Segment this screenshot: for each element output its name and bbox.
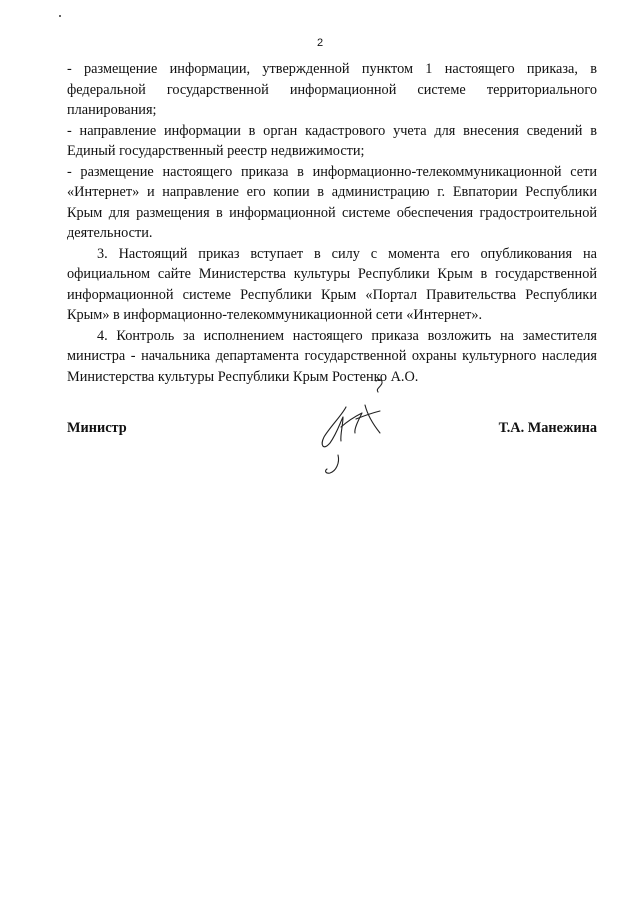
paragraph-item-4: 4. Контроль за исполнением настоящего приказа возложить на заместителя министра - начальника департамента государственной охраны культурного наследия Министерства культуры Республики Крым Ростенко А.О. [67, 327, 597, 385]
paragraph-item-3: 3. Настоящий приказ вступает в силу с момента его опубликования на официальном сайте Министерства культуры Республики Крым в государственной информационной системе Республики Крым «Портал Правительства Республики Крым» в информационно-телекоммуникационной сети «Интернет». [67, 245, 597, 323]
paragraph-bullet-1: - размещение информации, утвержденной пунктом 1 настоящего приказа, в федеральной государственной информационной системе территориального планирования; [67, 61, 597, 118]
paragraph-bullet-2: - направление информации в орган кадастрового учета для внесения сведений в Единый государственный реестр недвижимости; [67, 122, 597, 159]
document-body [67, 59, 597, 387]
signatory-position: Министр [67, 420, 127, 436]
paragraph-bullet-3: - размещение настоящего приказа в информационно-телекоммуникационной сети «Интернет» и направление его копии в администрацию г. Евпатории Республики Крым для размещения в информационной системе обеспечения градостроительной деятельности. [67, 163, 597, 241]
scan-speck [59, 15, 61, 17]
signatory-name: Т.А. Манежина [498, 420, 597, 436]
page-number: 2 [316, 37, 324, 49]
handwritten-signature [310, 375, 400, 480]
